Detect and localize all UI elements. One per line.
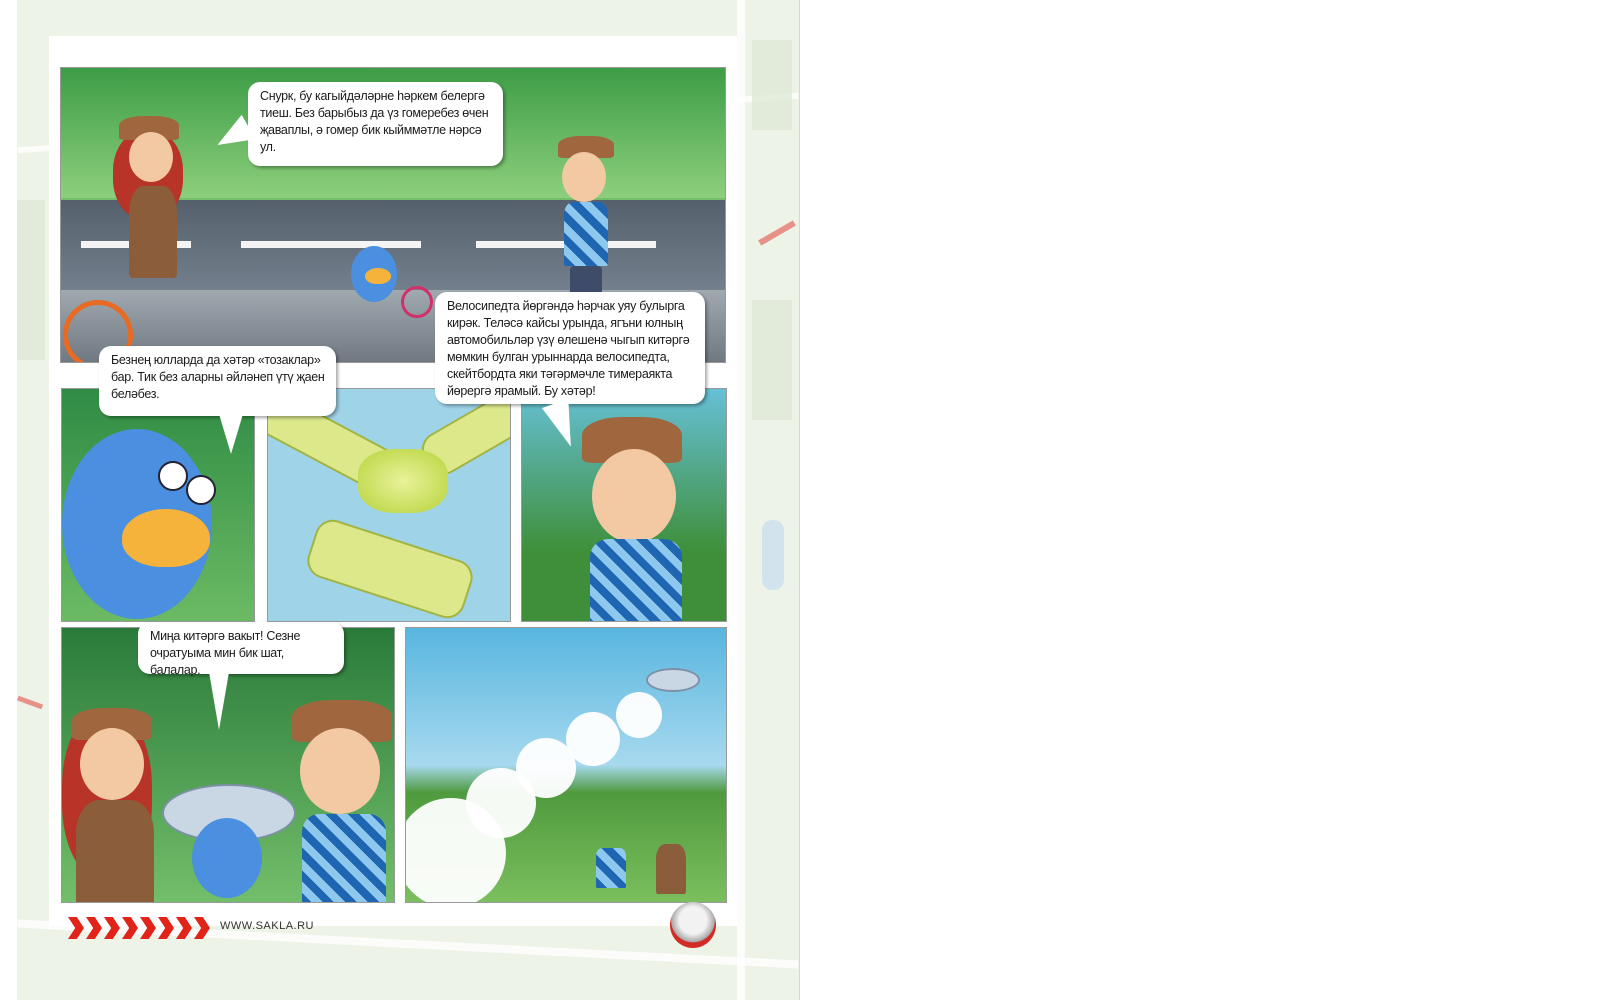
- alien-character: [192, 818, 262, 898]
- map-water: [762, 520, 784, 590]
- map-route: [758, 220, 796, 245]
- speech-bubble: [138, 622, 344, 677]
- girl-face: [80, 728, 144, 800]
- speech-bubble: [99, 346, 336, 416]
- speech-bubble-tail: [219, 414, 243, 454]
- boy-small: [596, 848, 626, 888]
- girl-small: [656, 844, 686, 894]
- alien-eye: [158, 461, 188, 491]
- alien-eye: [186, 475, 216, 505]
- speech-bubble-tail: [209, 672, 229, 730]
- smoke-cloud: [566, 712, 620, 766]
- boy-shirt: [590, 539, 682, 622]
- boy-shirt: [302, 814, 386, 903]
- small-bicycle: [401, 286, 433, 318]
- alien-beak: [365, 268, 391, 284]
- speech-text: Снурк, бу кагыйдәләрне һәркем белергә тиеш. Без барыбыз да үз гомеребез өчен җаваплы, ә гомер бик кыйммәтле нәрсә ул.: [260, 89, 489, 154]
- speech-text: Безнең юлларда да хәтәр «тозаклар» бар. Тик без аларны әйләнеп үтү җаен беләбез.: [111, 353, 325, 401]
- road-marking: [241, 241, 421, 248]
- map-block: [752, 300, 792, 420]
- comic-sheet: [49, 36, 737, 926]
- panel-cars-collision: [267, 388, 511, 622]
- map-route: [17, 696, 43, 710]
- ufo: [646, 668, 700, 692]
- speech-bubble: [248, 82, 503, 166]
- speech-text: Миңа китәргә вакыт! Сезне очратуыма мин бик шат, балалар.: [150, 629, 301, 677]
- map-road: [737, 0, 745, 1000]
- map-background-page: [17, 0, 800, 1000]
- speech-bubble: [435, 292, 705, 404]
- speech-text: Велосипедта йөргәндә һәрчак уяу булырга кирәк. Теләсә кайсы урында, ягъни юлның автомобильләр үзү өлешенә чыгып китәргә мөмкин булган урыннарда велосипедта, скейтбордта яки тәгәрмәчле тимераякта йөрергә ярамый. Бу хәтәр!: [447, 299, 690, 398]
- panel-ufo-departure: [405, 627, 727, 903]
- chevron-stripe-decoration: [68, 917, 212, 939]
- map-block: [17, 200, 45, 360]
- car: [303, 515, 478, 622]
- alien-beak: [122, 509, 210, 567]
- website-link[interactable]: WWW.SAKLA.RU: [220, 920, 315, 932]
- boy-face: [300, 728, 380, 814]
- splash-effect: [358, 449, 448, 513]
- smoke-cloud: [616, 692, 662, 738]
- boy-face: [592, 449, 676, 543]
- map-block: [752, 40, 792, 130]
- page-badge-circle: [670, 902, 716, 948]
- girl-dress: [76, 800, 154, 903]
